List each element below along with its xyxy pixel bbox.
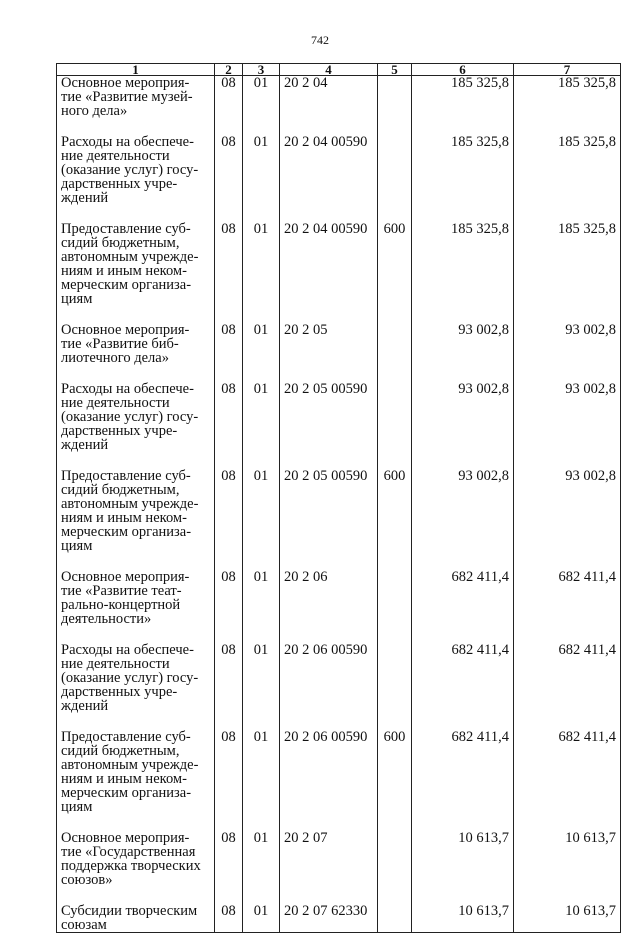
row-amount-col6: 682 411,4 <box>412 643 514 730</box>
row-target-code: 20 2 06 <box>280 570 378 643</box>
row-name-line: сидий бюджетным, <box>61 482 180 498</box>
row-name-line: (оказание услуг) госу- <box>61 409 199 425</box>
row-target-code: 20 2 07 <box>280 831 378 904</box>
row-name-line: ние деятельности <box>61 148 170 164</box>
row-name-line: мерческим организа- <box>61 277 192 293</box>
row-amount-col7: 185 325,8 <box>514 222 621 323</box>
row-name-line: мерческим организа- <box>61 785 192 801</box>
header-col-3: 3 <box>243 64 280 76</box>
header-col-6: 6 <box>412 64 514 76</box>
row-name-line: ниям и иным неком- <box>61 263 187 279</box>
row-amount-col7: 93 002,8 <box>514 323 621 382</box>
header-col-4: 4 <box>280 64 378 76</box>
row-name-line: ждений <box>61 437 109 453</box>
row-name-line: тие «Развитие биб- <box>61 336 179 352</box>
header-col-5: 5 <box>378 64 412 76</box>
row-name-line: ние деятельности <box>61 656 170 672</box>
row-subsection: 01 <box>243 222 280 323</box>
budget-table <box>56 63 621 933</box>
row-target-code: 20 2 04 00590 <box>280 135 378 222</box>
row-target-code: 20 2 06 00590 <box>280 730 378 831</box>
row-subsection: 01 <box>243 730 280 831</box>
row-amount-col6: 93 002,8 <box>412 382 514 469</box>
row-target-code: 20 2 05 00590 <box>280 382 378 469</box>
row-target-code: 20 2 06 00590 <box>280 643 378 730</box>
table-row <box>57 382 621 469</box>
row-name-line: тие «Государственная <box>61 844 196 860</box>
row-name-line: дарственных учре- <box>61 423 178 439</box>
row-expense-type <box>378 904 412 933</box>
row-name-line: деятельности» <box>61 611 152 627</box>
row-amount-col7: 682 411,4 <box>514 730 621 831</box>
row-expense-type <box>378 570 412 643</box>
row-amount-col7: 93 002,8 <box>514 382 621 469</box>
row-name-line: дарственных учре- <box>61 684 178 700</box>
row-expense-type <box>378 643 412 730</box>
row-section: 08 <box>215 570 243 643</box>
row-name <box>57 730 215 831</box>
table-row <box>57 135 621 222</box>
table-row <box>57 643 621 730</box>
row-name-line: Основное мероприя- <box>61 322 190 338</box>
row-name-line: автономным учрежде- <box>61 249 199 265</box>
row-subsection: 01 <box>243 382 280 469</box>
row-name <box>57 382 215 469</box>
row-name-line: лиотечного дела» <box>61 350 169 366</box>
row-expense-type: 600 <box>378 222 412 323</box>
row-name <box>57 222 215 323</box>
row-target-code: 20 2 05 <box>280 323 378 382</box>
row-name-line: ние деятельности <box>61 395 170 411</box>
row-amount-col7: 682 411,4 <box>514 570 621 643</box>
row-name <box>57 135 215 222</box>
row-section: 08 <box>215 643 243 730</box>
row-name-line: Основное мероприя- <box>61 830 190 846</box>
row-target-code: 20 2 04 00590 <box>280 222 378 323</box>
row-name-line: тие «Развитие теат- <box>61 583 182 599</box>
row-amount-col7: 93 002,8 <box>514 469 621 570</box>
row-name-line: Предоставление суб- <box>61 729 191 745</box>
row-subsection: 01 <box>243 570 280 643</box>
row-amount-col6: 93 002,8 <box>412 469 514 570</box>
row-name <box>57 469 215 570</box>
table-row <box>57 323 621 382</box>
row-expense-type <box>378 323 412 382</box>
table-row <box>57 730 621 831</box>
row-subsection: 01 <box>243 831 280 904</box>
row-section: 08 <box>215 135 243 222</box>
row-name-line: союзам <box>61 917 107 933</box>
row-name-line: Расходы на обеспече- <box>61 381 194 397</box>
row-expense-type: 600 <box>378 469 412 570</box>
row-name-line: ниям и иным неком- <box>61 771 187 787</box>
row-name <box>57 76 215 136</box>
row-name-line: автономным учрежде- <box>61 757 199 773</box>
row-name <box>57 904 215 933</box>
row-name-line: сидий бюджетным, <box>61 235 180 251</box>
row-amount-col6: 185 325,8 <box>412 135 514 222</box>
row-amount-col7: 10 613,7 <box>514 904 621 933</box>
header-col-1: 1 <box>57 64 215 76</box>
row-name-line: Субсидии творческим <box>61 903 198 919</box>
row-name <box>57 831 215 904</box>
row-name-line: Основное мероприя- <box>61 75 190 91</box>
row-name-line: Расходы на обеспече- <box>61 642 194 658</box>
row-name-line: Основное мероприя- <box>61 569 190 585</box>
row-name-line: мерческим организа- <box>61 524 192 540</box>
row-name-line: ждений <box>61 190 109 206</box>
row-amount-col6: 10 613,7 <box>412 831 514 904</box>
row-expense-type <box>378 76 412 136</box>
table-row <box>57 469 621 570</box>
row-amount-col7: 185 325,8 <box>514 135 621 222</box>
row-expense-type <box>378 135 412 222</box>
row-amount-col6: 682 411,4 <box>412 730 514 831</box>
row-name-line: поддержка творческих <box>61 858 201 874</box>
row-name-line: циям <box>61 799 93 815</box>
row-name-line: тие «Развитие музей- <box>61 89 193 105</box>
row-section: 08 <box>215 76 243 136</box>
header-col-2: 2 <box>215 64 243 76</box>
row-name-line: Расходы на обеспече- <box>61 134 194 150</box>
row-amount-col7: 682 411,4 <box>514 643 621 730</box>
row-name-line: циям <box>61 538 93 554</box>
table-row <box>57 222 621 323</box>
table-row <box>57 904 621 933</box>
row-name-line: дарственных учре- <box>61 176 178 192</box>
row-subsection: 01 <box>243 135 280 222</box>
header-col-7: 7 <box>514 64 621 76</box>
row-amount-col7: 185 325,8 <box>514 76 621 136</box>
row-expense-type <box>378 382 412 469</box>
table-body <box>57 76 621 933</box>
row-name-line: (оказание услуг) госу- <box>61 162 199 178</box>
row-section: 08 <box>215 831 243 904</box>
row-subsection: 01 <box>243 904 280 933</box>
row-name <box>57 570 215 643</box>
row-subsection: 01 <box>243 469 280 570</box>
row-amount-col6: 93 002,8 <box>412 323 514 382</box>
row-section: 08 <box>215 382 243 469</box>
row-amount-col6: 10 613,7 <box>412 904 514 933</box>
row-name-line: ного дела» <box>61 103 128 119</box>
row-name-line: (оказание услуг) госу- <box>61 670 199 686</box>
row-name-line: союзов» <box>61 872 113 888</box>
row-amount-col6: 185 325,8 <box>412 76 514 136</box>
row-section: 08 <box>215 904 243 933</box>
page-number: 742 <box>311 33 329 47</box>
row-name-line: сидий бюджетным, <box>61 743 180 759</box>
row-subsection: 01 <box>243 76 280 136</box>
row-amount-col7: 10 613,7 <box>514 831 621 904</box>
table-header-row <box>57 64 621 76</box>
row-name-line: циям <box>61 291 93 307</box>
row-name-line: рально-концертной <box>61 597 181 613</box>
row-name-line: Предоставление суб- <box>61 221 191 237</box>
row-section: 08 <box>215 222 243 323</box>
row-amount-col6: 185 325,8 <box>412 222 514 323</box>
table-row <box>57 831 621 904</box>
row-target-code: 20 2 07 62330 <box>280 904 378 933</box>
row-subsection: 01 <box>243 323 280 382</box>
row-target-code: 20 2 04 <box>280 76 378 136</box>
row-name <box>57 643 215 730</box>
row-name-line: автономным учрежде- <box>61 496 199 512</box>
row-name-line: Предоставление суб- <box>61 468 191 484</box>
row-name-line: ждений <box>61 698 109 714</box>
row-target-code: 20 2 05 00590 <box>280 469 378 570</box>
row-expense-type: 600 <box>378 730 412 831</box>
row-section: 08 <box>215 469 243 570</box>
row-expense-type <box>378 831 412 904</box>
row-amount-col6: 682 411,4 <box>412 570 514 643</box>
row-name <box>57 323 215 382</box>
row-name-line: ниям и иным неком- <box>61 510 187 526</box>
row-subsection: 01 <box>243 643 280 730</box>
table-row <box>57 76 621 136</box>
table-row <box>57 570 621 643</box>
row-section: 08 <box>215 730 243 831</box>
row-section: 08 <box>215 323 243 382</box>
